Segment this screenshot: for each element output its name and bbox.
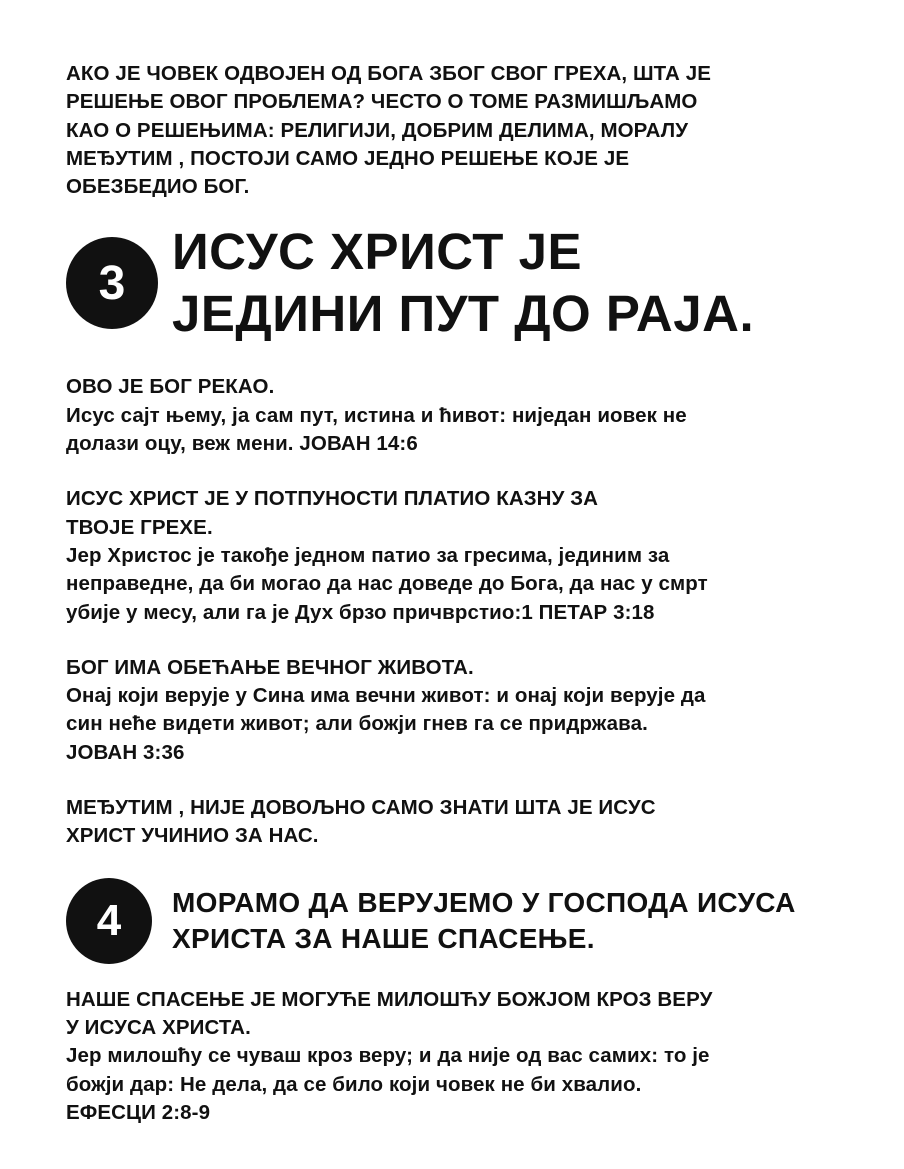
intro-paragraph <box>66 60 856 201</box>
point-3-title <box>172 221 754 345</box>
section-not-enough <box>66 794 856 851</box>
section-line: Јер Христос је такође једном патио за гресима, јединим за <box>66 543 670 567</box>
section-line: МЕЂУТИМ , НИЈЕ ДОВОЉНО САМО ЗНАТИ ШТА ЈЕ ИСУС <box>66 796 656 820</box>
point-3-heading <box>66 221 856 345</box>
intro-line: РЕШЕЊЕ ОВОГ ПРОБЛЕМА? ЧЕСТО О ТОМЕ РАЗМИШЉАМО <box>66 90 698 114</box>
tract-page <box>66 60 856 1154</box>
section-line: Онај који верује у Сина има вечни живот: и онај који верује да <box>66 684 706 708</box>
point-3-title-line: ИСУС ХРИСТ ЈЕ <box>172 223 582 281</box>
section-line: ОВО ЈЕ БОГ РЕКАО. <box>66 375 275 399</box>
section-line: ЈОВАН 3:36 <box>66 740 185 764</box>
section-line: неправедне, да би могао да нас доведе до Бога, да нас у смрт <box>66 572 708 596</box>
intro-line: МЕЂУТИМ , ПОСТОЈИ САМО ЈЕДНО РЕШЕЊЕ КОЈЕ ЈЕ <box>66 146 630 170</box>
section-line: ИСУС ХРИСТ ЈЕ У ПОТПУНОСТИ ПЛАТИО КАЗНУ ЗА <box>66 487 599 511</box>
section-line: ЕФЕСЦИ 2:8-9 <box>66 1100 211 1124</box>
point-4-heading <box>66 878 856 964</box>
section-line: божји дар: Не дела, да се било који човек не би хвалио. <box>66 1072 642 1096</box>
section-paid-penalty <box>66 485 856 626</box>
point-4-title-line: ХРИСТА ЗА НАШЕ СПАСЕЊЕ. <box>172 922 595 954</box>
point-4-title-line: МОРАМО ДА ВЕРУЈЕМО У ГОСПОДА ИСУСА <box>172 886 796 918</box>
section-line: У ИСУСА ХРИСТА. <box>66 1015 251 1039</box>
intro-line: АКО ЈЕ ЧОВЕК ОДВОЈЕН ОД БОГА ЗБОГ СВОГ ГРЕХА, ШТА ЈЕ <box>66 62 711 85</box>
point-3-title-line: ЈЕДИНИ ПУТ ДО РАЈА. <box>172 285 755 343</box>
section-line: БОГ ИМА ОБЕЋАЊЕ ВЕЧНОГ ЖИВОТА. <box>66 655 474 679</box>
section-line: долази оцу, веж мени. ЈОВАН 14:6 <box>66 432 418 456</box>
section-line: убије у месу, али га је Дух брзо причврстио:1 ПЕТАР 3:18 <box>66 600 655 624</box>
section-eternal-life <box>66 654 856 767</box>
section-god-said <box>66 373 856 458</box>
section-line: син неће видети живот; али божји гнев га се придржава. <box>66 712 648 736</box>
section-line: ТВОЈЕ ГРЕХЕ. <box>66 515 213 539</box>
section-line: Исус сајт њему, ја сам пут, истина и ћивот: ниједан иовек не <box>66 403 687 427</box>
intro-line: ОБЕЗБЕДИО БОГ. <box>66 175 250 199</box>
section-line: ХРИСТ УЧИНИО ЗА НАС. <box>66 824 319 848</box>
point-3-number-badge: 3 <box>66 237 158 329</box>
point-4-number-badge: 4 <box>66 878 152 964</box>
intro-line: КАО О РЕШЕЊИМА: РЕЛИГИЈИ, ДОБРИМ ДЕЛИМА, МОРАЛУ <box>66 118 689 142</box>
section-line: НАШЕ СПАСЕЊЕ ЈЕ МОГУЋЕ МИЛОШЋУ БОЖЈОМ КРОЗ ВЕРУ <box>66 987 713 1011</box>
section-salvation-by-grace <box>66 986 856 1127</box>
point-4-title <box>172 885 796 957</box>
section-line: Јер милошћу се чуваш кроз веру; и да није од вас самих: то је <box>66 1044 710 1068</box>
